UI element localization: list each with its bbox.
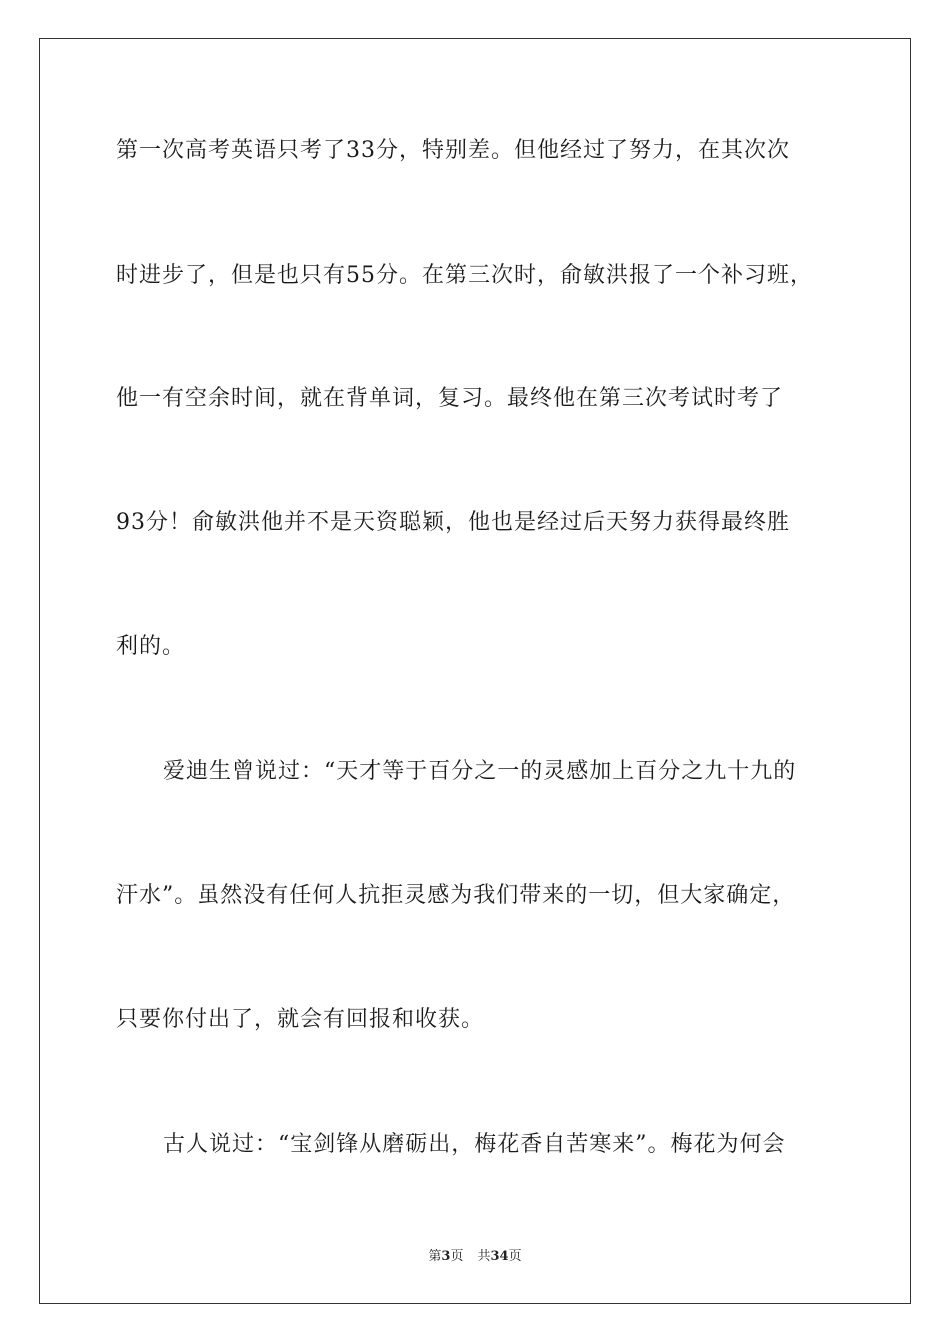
paragraph-line: 93分！俞敏洪他并不是天资聪颖，他也是经过后天努力获得最终胜 bbox=[116, 510, 790, 535]
page-footer bbox=[0, 1248, 950, 1266]
paragraph-line: 爱迪生曾说过：“天才等于百分之一的灵感加上百分之九十九的 bbox=[163, 759, 797, 784]
paragraph-line: 只要你付出了，就会有回报和收获。 bbox=[116, 1007, 485, 1032]
paragraph-line: 第一次高考英语只考了33分，特别差。但他经过了努力，在其次次 bbox=[116, 138, 790, 163]
paragraph-line: 时进步了，但是也只有55分。在第三次时，俞敏洪报了一个补习班， bbox=[116, 263, 813, 288]
paragraph-line: 他一有空余时间，就在背单词，复习。最终他在第三次考试时考了 bbox=[116, 386, 784, 411]
page-number-current: 3 bbox=[441, 1249, 451, 1264]
page-total-prefix: 共 bbox=[477, 1249, 491, 1264]
page-total-count: 34 bbox=[490, 1249, 509, 1264]
page-frame bbox=[39, 38, 911, 1304]
paragraph-line: 利的。 bbox=[116, 634, 186, 659]
page-number-unit: 页 bbox=[450, 1249, 464, 1264]
page-number-prefix: 第 bbox=[428, 1249, 442, 1264]
paragraph-line: 古人说过：“宝剑锋从磨砺出，梅花香自苦寒来”。梅花为何会 bbox=[163, 1132, 786, 1157]
page-total-unit: 页 bbox=[508, 1249, 522, 1264]
paragraph-line: 汗水”。虽然没有任何人抗拒灵感为我们带来的一切，但大家确定， bbox=[116, 883, 796, 908]
